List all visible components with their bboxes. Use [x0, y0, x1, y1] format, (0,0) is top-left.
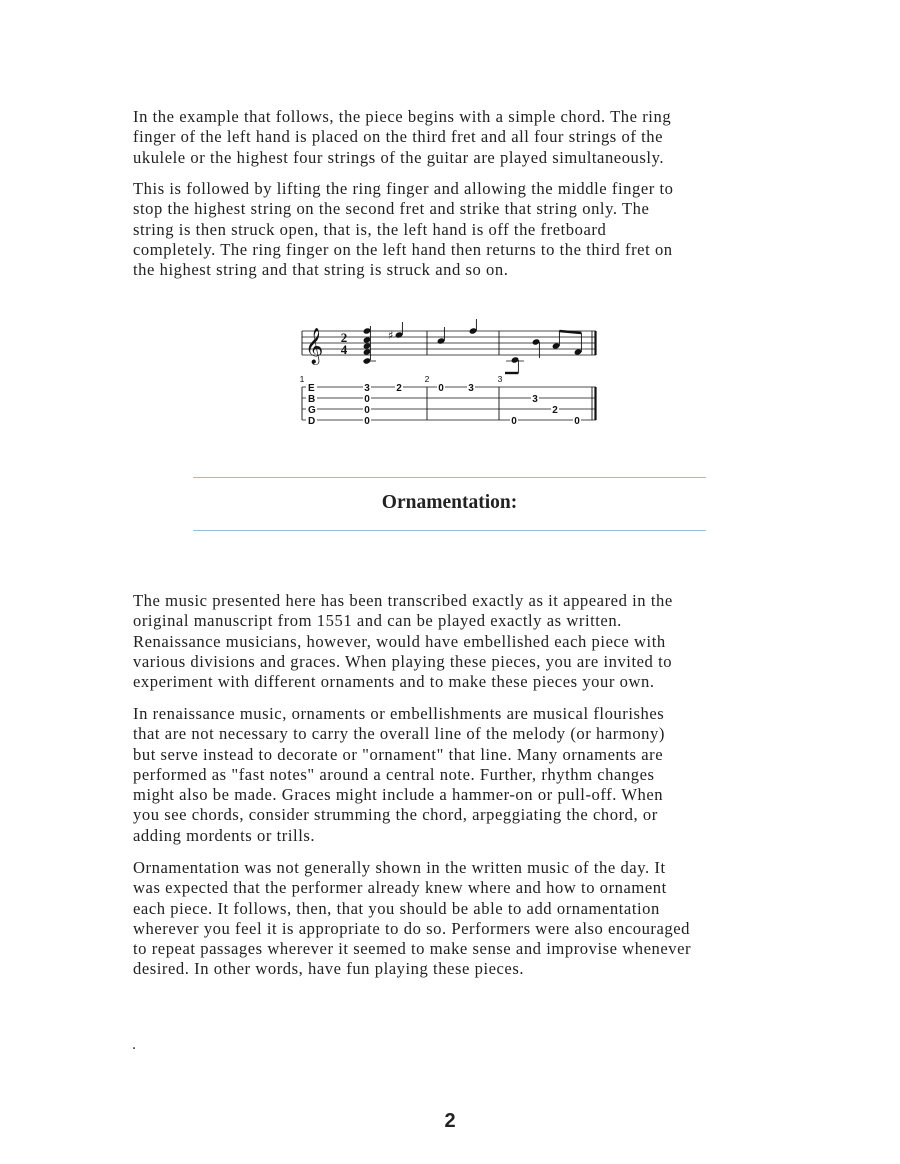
time-signature-top: 2	[340, 330, 348, 345]
tab-fret: 3	[364, 383, 370, 394]
treble-clef-icon: 𝄞	[305, 328, 324, 364]
tab-fret: 0	[364, 416, 370, 427]
string-label-e: E	[308, 383, 315, 394]
tab-fret: 0	[364, 394, 370, 405]
stray-dot: .	[132, 1036, 136, 1053]
measure-2-notes	[437, 319, 478, 345]
intro-paragraph: In the example that follows, the piece begins with a simple chord. The ring finger of the left hand is placed on the third fret and all four strings of the ukulele or the highest four strings of the guitar are played simultaneously.	[133, 107, 672, 167]
string-label-b: B	[308, 394, 316, 405]
tab-fret: 0	[364, 405, 370, 416]
heading-rule-bottom	[193, 530, 706, 531]
finger-number: 3	[497, 374, 503, 384]
music-notation-figure	[296, 318, 606, 434]
measure-number: 1	[299, 374, 305, 384]
tab-fret: 0	[438, 383, 444, 394]
heading-rule-top	[193, 477, 706, 478]
sharp-icon: ♯	[388, 329, 394, 342]
tab-fret: 3	[532, 394, 538, 405]
tab-fret: 0	[574, 416, 580, 427]
tab-fret: 0	[511, 416, 517, 427]
transcription-paragraph: The music presented here has been transcribed exactly as it appeared in the original manuscript from 1551 and can be played exactly as written. Renaissance musicians, however, would have embellished each piece with various divisions and graces. When playing these pieces, you are invited to experiment with different ornaments and to make these pieces your own.	[133, 591, 673, 692]
sharp-note	[388, 322, 403, 342]
tab-fret: 2	[396, 383, 402, 394]
section-heading: Ornamentation:	[381, 492, 518, 513]
page-number: 2	[444, 1110, 456, 1132]
ornamentation-paragraph: Ornamentation was not generally shown in the written music of the day. It was expected that the performer already knew where and how to ornament each piece. It follows, then, that you should be able to add ornamentation wherever you feel it is appropriate to do so. Performers were also encouraged to repeat passages wherever it seemed to make sense and improvise whenever desired. In other words, have fun playing these pieces.	[133, 858, 692, 979]
ornaments-paragraph: In renaissance music, ornaments or embellishments are musical flourishes that are not necessary to carry the overall line of the melody (or harmony) but serve instead to decorate or "ornament" that line. Many ornaments are performed as "fast notes" around a central note. Further, rhythm changes might also be made. Graces might include a hammer-on or pull-off. When you see chords, consider strumming the chord, arpeggiating the chord, or adding mordents or trills.	[133, 704, 665, 845]
technique-paragraph: This is followed by lifting the ring finger and allowing the middle finger to stop the highest string on the second fret and strike that string only. The string is then struck open, that is, the left hand is off the fretboard completely. The ring finger on the left hand then returns to the third fret on the highest string and that string is struck and so on.	[133, 179, 674, 280]
finger-number: 2	[424, 374, 430, 384]
string-label-d: D	[308, 416, 316, 427]
time-signature-bottom: 4	[340, 342, 348, 357]
string-label-g: G	[308, 405, 316, 416]
tab-fret: 3	[468, 383, 474, 394]
tab-fret: 2	[552, 405, 558, 416]
chord-notes	[363, 326, 376, 365]
